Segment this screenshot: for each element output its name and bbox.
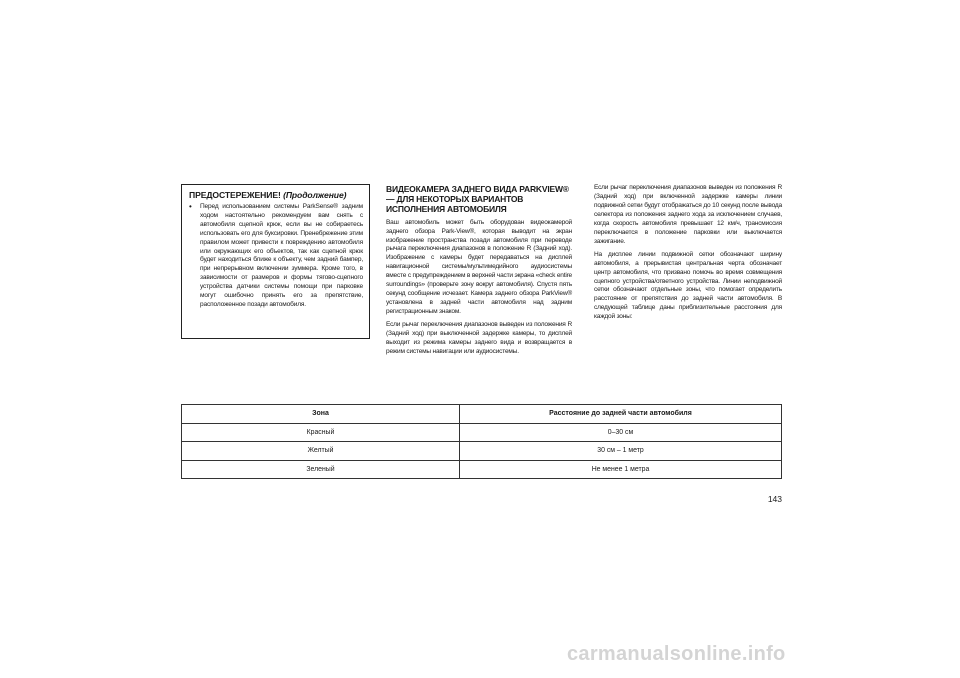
- table-row: [182, 423, 782, 442]
- page-number: 143: [767, 494, 782, 504]
- distance-cell: 0–30 см: [460, 423, 782, 442]
- section-heading: ВИДЕОКАМЕРА ЗАДНЕГО ВИДА PARKVIEW® — ДЛЯ НЕКОТОРЫХ ВАРИАНТОВ ИСПОЛНЕНИЯ АВТОМОБИЛЯ: [386, 184, 569, 215]
- distance-cell: Не менее 1 метра: [460, 460, 782, 479]
- zone-cell: Желтый: [182, 442, 460, 461]
- column-header-zone: Зона: [182, 405, 460, 424]
- bullet-icon: •: [189, 202, 192, 211]
- warning-title: [189, 190, 363, 200]
- paragraph-grid-lines: На дисплее линии подвижной сетки обозначают ширину автомобиля, а прерывистая центральная черта обозначает центр автомобиля, что призвано помочь во время совмещения сцепного устройства/ответного устройства. Линии неподвижной сетки обозначают отдельные зоны, что помогает определить расстояние от препятствия до задней части автомобиля. В следующей таблице даны приблизительные расстояния для каждой зоны:: [594, 250, 782, 321]
- middle-column: [386, 184, 572, 361]
- zone-cell: Красный: [182, 423, 460, 442]
- right-column: [594, 184, 782, 326]
- table-header-row: [182, 405, 782, 424]
- distance-cell: 30 см – 1 метр: [460, 442, 782, 461]
- warning-item: [189, 203, 363, 310]
- paragraph-parkview: Ваш автомобиль может быть оборудован видеокамерой заднего обзора Park-View®, которая выводит на экран изображение пространства позади автомобиля при переводе рычага переключения диапазонов в положение R (Задний ход). Изображение с камеры будет передаваться на дисплей навигационной системы/мультимедийного аудиосистемы вместе с предупреждением в верхней части экрана «check entire surroundings» (проверьте зону вокруг автомобиля). Спустя пять секунд сообщение исчезает. Камера заднего обзора ParkView® установлена в задней части автомобиля над задним регистрационным знаком.: [386, 218, 572, 316]
- warning-text: Перед использованием системы ParkSense® задним ходом настоятельно рекомендуем вам снять с автомобиля сцепной крюк, если вы не собираетесь использовать его для буксировки. Пренебрежение этим правилом может привести к повреждению автомобиля или окружающих его объектов, так как сцепной крюк будет находиться ближе к объекту, чем задний бампер, при непрерывном включении зуммера. Кроме того, в зависимости от размеров и формы тягово-сцепного устройства датчики системы помощи при парковке могут ошибочно принять его за препятствие, расположенное позади автомобиля.: [200, 203, 363, 308]
- warning-label: ПРЕДОСТЕРЕЖЕНИЕ!: [189, 190, 281, 200]
- zone-distance-table: [181, 404, 782, 479]
- warning-box: [181, 184, 370, 339]
- table-row: [182, 460, 782, 479]
- table-row: [182, 442, 782, 461]
- warning-continued: (Продолжение): [283, 190, 347, 200]
- watermark: carmanualsonline.info: [567, 643, 786, 665]
- paragraph-delay-on: Если рычаг переключения диапазонов выведен из положения R (Задний ход) при включенной задержке камеры линии подвижной сетки будут отображаться до 10 секунд после вывода селектора из положения заднего хода за исключением случаев, когда скорость автомобиля превышает 12 км/ч, трансмиссия переключается в положение парковки или выключается зажигание.: [594, 184, 782, 245]
- zone-cell: Зеленый: [182, 460, 460, 479]
- column-header-distance: Расстояние до задней части автомобиля: [460, 405, 782, 424]
- paragraph-delay-off: Если рычаг переключения диапазонов выведен из положения R (Задний ход) при выключенной задержке камеры, то дисплей выходит из режима камеры заднего вида и возвращается в режим системы навигации или аудиосистемы.: [386, 321, 572, 355]
